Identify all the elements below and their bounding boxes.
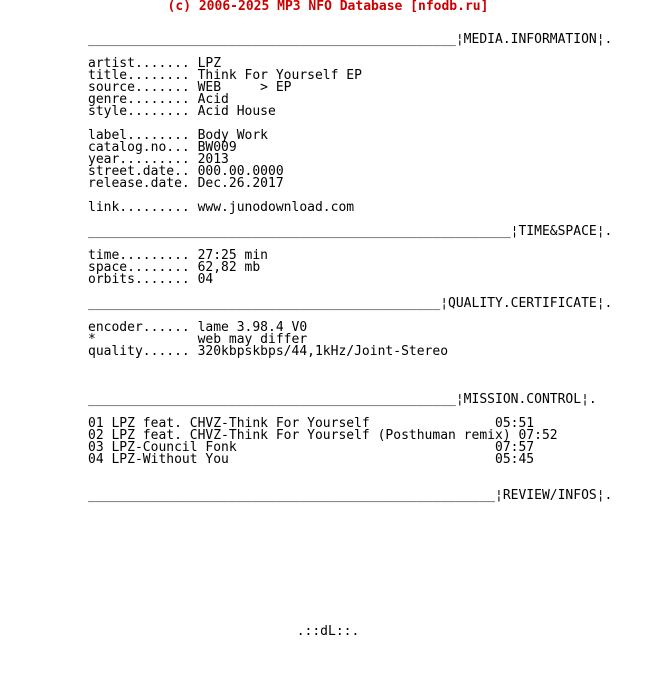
section-review-infos: ____________________________________________________¦REVIEW/INFOS¦.: [88, 488, 613, 503]
field-title: title........ Think For Yourself EP: [88, 68, 362, 83]
track-row: 02 LPZ feat. CHVZ-Think For Yourself (Posthuman remix) 07:52: [88, 428, 558, 443]
field-year: year......... 2013: [88, 152, 229, 167]
track-row: 01 LPZ feat. CHVZ-Think For Yourself 05:51: [88, 416, 535, 431]
field-artist: artist....... LPZ: [88, 56, 222, 71]
section-quality-certificate: _____________________________________________¦QUALITY.CERTIFICATE¦.: [88, 296, 613, 311]
field-style: style........ Acid House: [88, 104, 276, 119]
field-note: * web may differ: [88, 332, 308, 347]
field-quality: quality...... 320kbpskbps/44,1kHz/Joint-Stereo: [88, 344, 449, 359]
section-media-information: _______________________________________________¦MEDIA.INFORMATION¦.: [88, 32, 613, 47]
field-encoder: encoder...... lame 3.98.4 V0: [88, 320, 308, 335]
track-row: 03 LPZ-Council Fonk 07:57: [88, 440, 535, 455]
field-orbits: orbits....... 04: [88, 272, 214, 287]
track-row: 04 LPZ-Without You 05:45: [88, 452, 535, 467]
field-label: label........ Body Work: [88, 128, 269, 143]
field-time: time......... 27:25 min: [88, 248, 269, 263]
field-space: space........ 62,82 mb: [88, 260, 261, 275]
site-header: (c) 2006-2025 MP3 NFO Database [nfodb.ru]: [167, 0, 489, 14]
field-link: link......... www.junodownload.com: [88, 200, 355, 215]
section-time-space: ______________________________________________________¦TIME&SPACE¦.: [88, 224, 613, 239]
nfo-text: [88, 34, 612, 502]
field-catalog: catalog.no... BW009: [88, 140, 237, 155]
field-genre: genre........ Acid: [88, 92, 229, 107]
section-mission-control: _______________________________________________¦MISSION.CONTROL¦.: [88, 392, 597, 407]
field-street-date: street.date.. 000.00.0000: [88, 164, 284, 179]
footer-signature: .::dL::.: [296, 624, 360, 639]
field-release-date: release.date. Dec.26.2017: [88, 176, 284, 191]
field-source: source....... WEB > EP: [88, 80, 292, 95]
